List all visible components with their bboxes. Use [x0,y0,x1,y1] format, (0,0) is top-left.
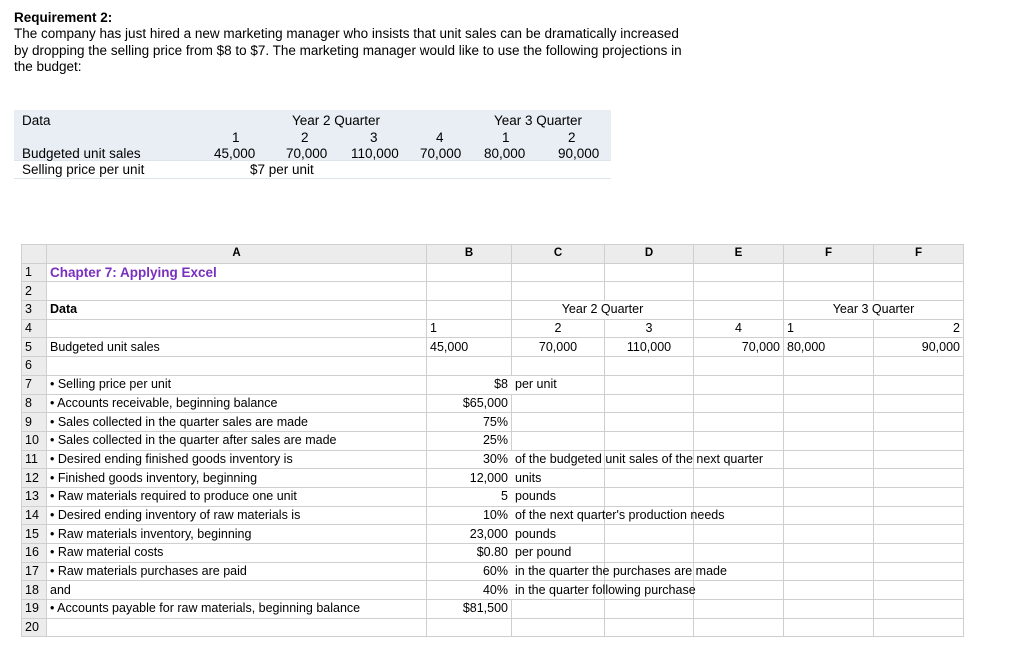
table-row [22,301,964,320]
cell-b[interactable]: 10% [427,506,512,525]
cell-d[interactable] [605,487,694,506]
cell-a[interactable]: Data [47,301,427,320]
quarter-5: 1 [502,130,510,145]
cell-c[interactable]: in the quarter following purchase [512,581,605,600]
cell-a[interactable] [47,357,427,376]
column-header-a[interactable]: A [47,245,427,264]
cell-c[interactable] [512,600,605,619]
column-header-c[interactable]: C [512,245,605,264]
cell-f2[interactable] [874,469,964,488]
cell-f2[interactable] [874,506,964,525]
cell-d[interactable]: 3 [605,319,694,338]
cell-e[interactable] [694,394,784,413]
cell-c[interactable]: pounds [512,525,605,544]
cell-e[interactable] [694,618,784,637]
table-row [22,469,964,488]
row-number[interactable]: 20 [22,618,47,637]
cell-b[interactable]: 30% [427,450,512,469]
table-row [22,600,964,619]
cell-d[interactable] [605,431,694,450]
cell-a[interactable]: • Accounts receivable, beginning balance [47,394,427,413]
cell-f[interactable] [784,544,874,563]
sales-q3: 110,000 [351,146,399,161]
cell-e[interactable] [694,282,784,301]
cell-e[interactable] [694,357,784,376]
cell-d[interactable] [605,282,694,301]
cell-a[interactable]: • Sales collected in the quarter after sales are made [47,431,427,450]
cell-c[interactable] [512,263,605,282]
table-row [22,263,964,282]
cell-a[interactable]: • Finished goods inventory, beginning [47,469,427,488]
cell-e[interactable] [694,263,784,282]
sales-q4: 70,000 [420,146,462,161]
cell-a[interactable]: • Raw material costs [47,544,427,563]
requirement-text: The company has just hired a new marketing manager who insists that unit sales can be dramatically increased by dropping the selling price from $8 to $7. The marketing manager would like to use the following projections in the budget: [14,26,682,74]
row-number[interactable]: 8 [22,394,47,413]
cell-b[interactable] [427,301,512,320]
table-row [22,581,964,600]
cell-d[interactable] [605,525,694,544]
cell-a[interactable] [47,282,427,301]
cell-c-d[interactable]: Year 2 Quarter [512,301,694,320]
cell-f[interactable] [784,282,874,301]
cell-c[interactable]: units [512,469,605,488]
cell-e[interactable]: 70,000 [694,338,784,357]
row-number[interactable]: 11 [22,450,47,469]
table-row [22,357,964,376]
cell-c[interactable] [512,618,605,637]
cell-f2[interactable] [874,618,964,637]
table-row [22,375,964,394]
cell-f2[interactable] [874,450,964,469]
row-number[interactable]: 17 [22,562,47,581]
cell-c[interactable] [512,431,605,450]
row-number[interactable]: 15 [22,525,47,544]
row-number[interactable]: 4 [22,319,47,338]
cell-b[interactable]: $65,000 [427,394,512,413]
row-number[interactable]: 16 [22,544,47,563]
cell-b[interactable]: 12,000 [427,469,512,488]
table-row [22,506,964,525]
table-row [22,525,964,544]
cell-a[interactable]: • Desired ending finished goods inventory is [47,450,427,469]
cell-e[interactable] [694,581,784,600]
table-row [22,487,964,506]
price-value: $7 per unit [250,162,314,177]
cell-b[interactable]: 60% [427,562,512,581]
cell-c[interactable]: per pound [512,544,605,563]
sales-q6: 90,000 [558,146,600,161]
cell-a[interactable]: • Raw materials inventory, beginning [47,525,427,544]
cell-f2[interactable] [874,525,964,544]
quarter-6: 2 [568,130,576,145]
cell-c[interactable] [512,394,605,413]
cell-b[interactable] [427,282,512,301]
cell-e[interactable] [694,525,784,544]
cell-f2[interactable]: 2 [874,319,964,338]
cell-f[interactable]: 80,000 [784,338,874,357]
sales-q1: 45,000 [214,146,256,161]
cell-f[interactable] [784,431,874,450]
quarter-4: 4 [436,130,444,145]
cell-c[interactable] [512,413,605,432]
price-label: Selling price per unit [22,162,145,177]
cell-a[interactable]: • Raw materials purchases are paid [47,562,427,581]
cell-f[interactable] [784,581,874,600]
column-header-f2[interactable]: F [874,245,964,264]
table-row [22,562,964,581]
row-number[interactable]: 14 [22,506,47,525]
cell-f2[interactable] [874,487,964,506]
cell-c[interactable]: of the budgeted unit sales of the next quarter [512,450,605,469]
cell-f[interactable] [784,525,874,544]
cell-b[interactable]: 5 [427,487,512,506]
cell-b[interactable] [427,263,512,282]
row-number[interactable]: 2 [22,282,47,301]
spreadsheet [21,244,964,637]
cell-b[interactable]: $0.80 [427,544,512,563]
cell-b[interactable]: $8 [427,375,512,394]
cell-d[interactable] [605,394,694,413]
cell-d[interactable] [605,263,694,282]
cell-f2[interactable] [874,581,964,600]
cell-f2[interactable] [874,544,964,563]
cell-b[interactable]: $81,500 [427,600,512,619]
quarter-3: 3 [370,130,378,145]
cell-f[interactable] [784,413,874,432]
cell-f2[interactable] [874,431,964,450]
table-row [22,618,964,637]
cell-e[interactable] [694,413,784,432]
cell-f[interactable] [784,469,874,488]
cell-d[interactable] [605,544,694,563]
cell-c[interactable]: 70,000 [512,338,605,357]
cell-f[interactable] [784,263,874,282]
requirement-block [14,9,694,76]
cell-a[interactable]: Chapter 7: Applying Excel [47,263,427,282]
table-row [22,431,964,450]
requirement-title: Requirement 2: [14,10,113,25]
table-row [22,394,964,413]
cell-d[interactable] [605,413,694,432]
column-header-row [22,245,964,264]
sales-q5: 80,000 [484,146,526,161]
column-header-f[interactable]: F [784,245,874,264]
cell-a[interactable]: • Desired ending inventory of raw materials is [47,506,427,525]
row-number[interactable]: 9 [22,413,47,432]
cell-f2[interactable] [874,375,964,394]
row-number[interactable]: 19 [22,600,47,619]
cell-f[interactable] [784,375,874,394]
data-table [14,110,611,188]
cell-f2[interactable] [874,600,964,619]
cell-c[interactable] [512,357,605,376]
row-number[interactable]: 6 [22,357,47,376]
row-number[interactable]: 7 [22,375,47,394]
sales-label: Budgeted unit sales [22,146,141,161]
cell-d[interactable] [605,600,694,619]
cell-f2[interactable] [874,413,964,432]
cell-f[interactable] [784,506,874,525]
cell-e[interactable] [694,375,784,394]
sales-q2: 70,000 [286,146,328,161]
cell-f2[interactable] [874,282,964,301]
row-number[interactable]: 1 [22,263,47,282]
cell-e[interactable] [694,487,784,506]
row-number[interactable]: 5 [22,338,47,357]
year3-header: Year 3 Quarter [494,113,583,128]
cell-c[interactable]: per unit [512,375,605,394]
table-row [22,319,964,338]
cell-f2[interactable] [874,263,964,282]
cell-b[interactable]: 25% [427,431,512,450]
corner-cell[interactable] [22,245,47,264]
cell-d[interactable] [605,357,694,376]
row-number[interactable]: 13 [22,487,47,506]
cell-b[interactable]: 75% [427,413,512,432]
row-number[interactable]: 12 [22,469,47,488]
cell-a[interactable] [47,319,427,338]
table-row [22,544,964,563]
cell-c[interactable]: 2 [512,319,605,338]
cell-e[interactable] [694,544,784,563]
cell-a[interactable]: • Sales collected in the quarter sales are made [47,413,427,432]
cell-e[interactable] [694,301,784,320]
table-row [22,282,964,301]
cell-a[interactable]: and [47,581,427,600]
cell-a[interactable]: • Selling price per unit [47,375,427,394]
cell-f[interactable] [784,450,874,469]
quarter-1: 1 [232,130,240,145]
cell-a[interactable] [47,618,427,637]
cell-c[interactable]: of the next quarter's production needs [512,506,605,525]
column-header-b[interactable]: B [427,245,512,264]
year2-header: Year 2 Quarter [292,113,381,128]
cell-d[interactable]: 110,000 [605,338,694,357]
cell-a[interactable]: • Raw materials required to produce one unit [47,487,427,506]
cell-b[interactable] [427,618,512,637]
cell-e[interactable] [694,600,784,619]
column-header-d[interactable]: D [605,245,694,264]
cell-b[interactable]: 23,000 [427,525,512,544]
cell-d[interactable] [605,375,694,394]
cell-f[interactable]: 1 [784,319,874,338]
cell-b[interactable] [427,357,512,376]
cell-e[interactable]: 4 [694,319,784,338]
table-row [22,338,964,357]
cell-d[interactable] [605,469,694,488]
cell-e[interactable] [694,431,784,450]
row-number[interactable]: 3 [22,301,47,320]
cell-f[interactable] [784,618,874,637]
cell-e[interactable] [694,469,784,488]
cell-b[interactable]: 1 [427,319,512,338]
cell-a[interactable]: Budgeted unit sales [47,338,427,357]
cell-d[interactable] [605,618,694,637]
cell-b[interactable]: 45,000 [427,338,512,357]
cell-f2[interactable] [874,562,964,581]
cell-b[interactable]: 40% [427,581,512,600]
table-row [22,413,964,432]
cell-c[interactable] [512,282,605,301]
cell-a[interactable]: • Accounts payable for raw materials, beginning balance [47,600,427,619]
cell-f[interactable] [784,357,874,376]
cell-f[interactable] [784,487,874,506]
cell-f[interactable] [784,600,874,619]
quarter-2: 2 [301,130,309,145]
column-header-e[interactable]: E [694,245,784,264]
row-number[interactable]: 18 [22,581,47,600]
row-number[interactable]: 10 [22,431,47,450]
data-label: Data [22,113,51,128]
cell-f[interactable] [784,562,874,581]
cell-f2[interactable]: 90,000 [874,338,964,357]
cell-f2[interactable] [874,394,964,413]
cell-f[interactable] [784,394,874,413]
cell-c[interactable]: in the quarter the purchases are made [512,562,605,581]
cell-f2[interactable] [874,357,964,376]
cell-f[interactable]: Year 3 Quarter [784,301,964,320]
cell-c[interactable]: pounds [512,487,605,506]
table-row [22,450,964,469]
